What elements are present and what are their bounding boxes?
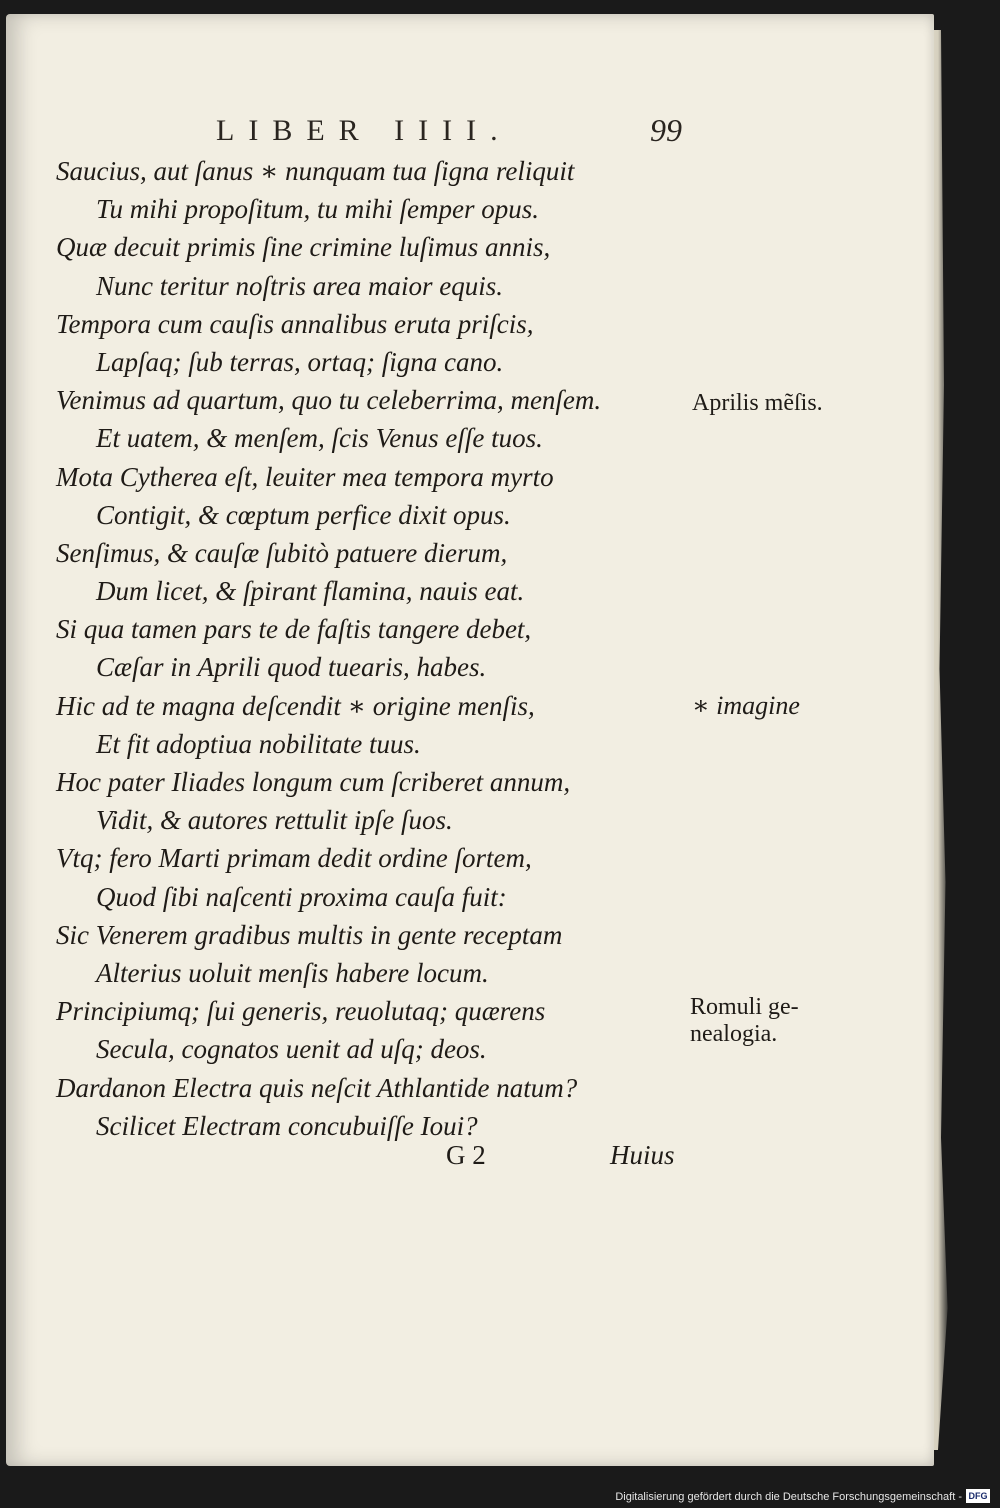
catchword: Huius (610, 1140, 675, 1170)
verse-line: Hoc pater Iliades longum cum ſcriberet annum, (56, 767, 571, 797)
marginal-note-aprilis: Aprilis mẽſis. (692, 390, 823, 416)
verse-line: Principiumq; ſui generis, reuolutaq; quærens (56, 996, 546, 1027)
marginal-note-line: Romuli ge- (690, 994, 799, 1020)
verse-line: Scilicet Electram concubuiſſe Ioui? (96, 1110, 478, 1141)
verse-line: Vidit, & autores rettulit ipſe ſuos. (96, 805, 453, 836)
verse-line: Senſimus, & cauſæ ſubitò patuere dierum, (56, 537, 508, 568)
verse-line: Dum licet, & ſpirant flamina, nauis eat. (96, 576, 525, 607)
verse-line: Saucius, aut ſanus ∗ nunquam tua ſigna reliquit (56, 156, 575, 186)
marginal-note-imagine: ∗ imagine (692, 691, 800, 720)
verse-line: Dardanon Electra quis neſcit Athlantide natum? (56, 1072, 578, 1103)
verse-line: Vtq; fero Marti primam dedit ordine ſortem, (56, 843, 532, 874)
verse-line: Quæ decuit primis ſine crimine luſimus annis, (56, 232, 551, 263)
verse-line: Alterius uoluit menſis habere locum. (96, 957, 489, 988)
marginal-note-line: nealogia. (690, 1021, 778, 1047)
verse-line: Si qua tamen pars te de faſtis tangere debet, (56, 614, 532, 645)
signature-mark: G 2 (446, 1140, 486, 1170)
verse-line: Et fit adoptiua nobilitate tuus. (96, 728, 421, 759)
verse-line: Contigit, & cœptum perfice dixit opus. (96, 499, 511, 530)
digitization-credit: Digitalisierung gefördert durch die Deutsche Forschungsgemeinschaft - (615, 1491, 962, 1503)
page-number: 99 (650, 112, 682, 148)
verse-line: Et uatem, & menſem, ſcis Venus eſſe tuos. (96, 423, 543, 454)
verse-line: Mota Cytherea eſt, leuiter mea tempora myrto (56, 461, 554, 492)
verse-line: Venimus ad quartum, quo tu celeberrima, menſem. (56, 385, 602, 416)
verse-line: Hic ad te magna deſcendit ∗ origine menſis, (56, 690, 535, 721)
dfg-logo: DFG (966, 1489, 990, 1503)
verse-line: Secula, cognatos uenit ad uſq; deos. (96, 1034, 487, 1065)
verse-block (56, 152, 696, 1145)
verse-line: Sic Venerem gradibus multis in gente receptam (56, 919, 563, 950)
verse-line: Tu mihi propoſitum, tu mihi ſemper opus. (96, 194, 540, 225)
verse-line: Tempora cum cauſis annalibus eruta priſcis, (56, 308, 534, 339)
running-head: LIBER IIII. (216, 114, 512, 147)
marginal-note-romuli (690, 994, 799, 1048)
verse-line: Lapſaq; ſub terras, ortaq; ſigna cano. (96, 346, 504, 377)
verse-line: Cæſar in Aprili quod tuearis, habes. (96, 652, 487, 683)
verse-line: Nunc teritur noſtris area maior equis. (96, 270, 504, 301)
verse-line: Quod ſibi naſcenti proxima cauſa fuit: (96, 881, 507, 912)
